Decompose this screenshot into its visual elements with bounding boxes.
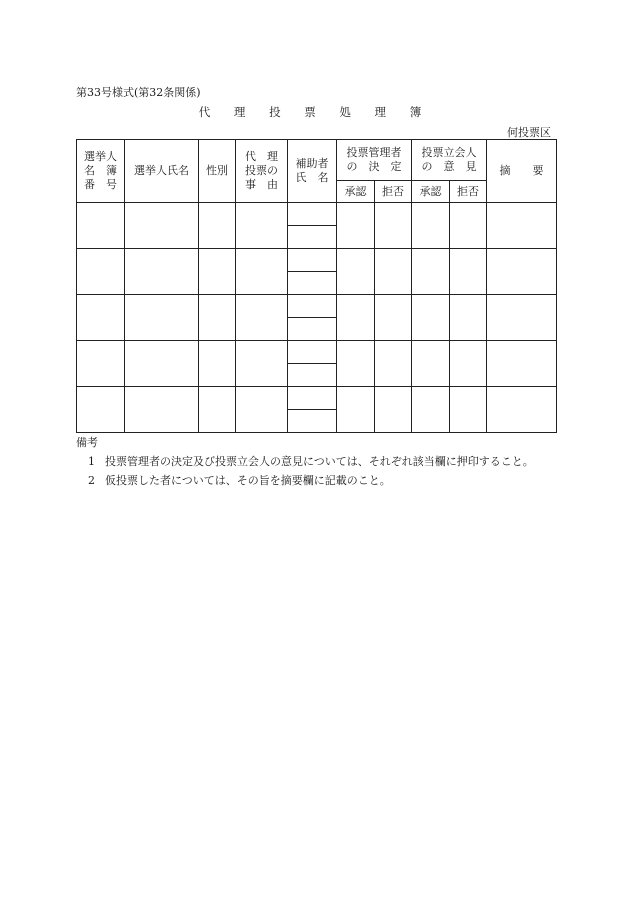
table-row [77, 249, 557, 295]
cell-remarks[interactable] [487, 341, 557, 387]
cell-remarks[interactable] [487, 203, 557, 249]
cell-manager-approve[interactable] [337, 387, 375, 433]
proxy-voting-ledger-table [76, 139, 557, 433]
cell-elector-number[interactable] [77, 341, 125, 387]
header-manager-refuse: 拒否 [375, 181, 412, 203]
cell-assistant-name[interactable] [288, 203, 337, 249]
cell-manager-refuse[interactable] [375, 249, 412, 295]
cell-remarks[interactable] [487, 295, 557, 341]
cell-elector-number[interactable] [77, 203, 125, 249]
cell-proxy-reason[interactable] [236, 341, 288, 387]
cell-sex[interactable] [199, 203, 236, 249]
assistant-name-slot[interactable] [288, 318, 336, 340]
header-assistant-name: 補助者 氏 名 [288, 140, 337, 203]
polling-district-label: 何投票区 [507, 126, 551, 139]
table-row [77, 341, 557, 387]
table-row [77, 203, 557, 249]
note-text: 仮投票した者については、その旨を摘要欄に記載のこと。 [105, 474, 391, 487]
header-remarks: 摘 要 [487, 140, 557, 203]
notes-heading: 備考 [76, 436, 98, 449]
assistant-name-slot[interactable] [288, 226, 336, 248]
cell-sex[interactable] [199, 249, 236, 295]
cell-remarks[interactable] [487, 249, 557, 295]
header-witness-opinion: 投票立会人 の 意 見 [412, 140, 487, 181]
cell-witness-approve[interactable] [412, 387, 450, 433]
assistant-name-slot[interactable] [288, 341, 336, 364]
cell-witness-refuse[interactable] [450, 249, 487, 295]
cell-witness-approve[interactable] [412, 249, 450, 295]
header-elector-register-number: 選挙人 名 簿 番 号 [77, 140, 125, 203]
cell-witness-approve[interactable] [412, 341, 450, 387]
assistant-name-slot[interactable] [288, 295, 336, 318]
cell-witness-refuse[interactable] [450, 341, 487, 387]
note-item [76, 452, 560, 471]
cell-sex[interactable] [199, 295, 236, 341]
header-manager-decision: 投票管理者 の 決 定 [337, 140, 412, 181]
cell-sex[interactable] [199, 387, 236, 433]
header-manager-approve: 承認 [337, 181, 375, 203]
cell-manager-refuse[interactable] [375, 387, 412, 433]
cell-proxy-reason[interactable] [236, 295, 288, 341]
cell-witness-approve[interactable] [412, 203, 450, 249]
assistant-name-slot[interactable] [288, 249, 336, 272]
assistant-name-slot[interactable] [288, 410, 336, 432]
cell-witness-approve[interactable] [412, 295, 450, 341]
note-text: 投票管理者の決定及び投票立会人の意見については、それぞれ該当欄に押印すること。 [105, 455, 534, 468]
cell-witness-refuse[interactable] [450, 387, 487, 433]
cell-proxy-reason[interactable] [236, 203, 288, 249]
notes-section [76, 433, 560, 490]
cell-proxy-reason[interactable] [236, 387, 288, 433]
cell-manager-refuse[interactable] [375, 341, 412, 387]
cell-sex[interactable] [199, 341, 236, 387]
cell-remarks[interactable] [487, 387, 557, 433]
form-number: 第33号様式(第32条関係) [76, 86, 201, 99]
note-number: 2 [88, 474, 95, 487]
assistant-name-slot[interactable] [288, 203, 336, 226]
cell-manager-approve[interactable] [337, 341, 375, 387]
cell-manager-refuse[interactable] [375, 203, 412, 249]
ledger-body [77, 203, 557, 433]
cell-witness-refuse[interactable] [450, 203, 487, 249]
cell-assistant-name[interactable] [288, 295, 337, 341]
cell-elector-name[interactable] [125, 295, 199, 341]
cell-elector-name[interactable] [125, 203, 199, 249]
cell-elector-name[interactable] [125, 341, 199, 387]
document-title: 代 理 投 票 処 理 簿 [198, 105, 432, 119]
assistant-name-slot[interactable] [288, 364, 336, 386]
cell-assistant-name[interactable] [288, 249, 337, 295]
cell-elector-number[interactable] [77, 295, 125, 341]
cell-manager-approve[interactable] [337, 295, 375, 341]
header-witness-refuse: 拒否 [450, 181, 487, 203]
table-row [77, 387, 557, 433]
cell-assistant-name[interactable] [288, 387, 337, 433]
assistant-name-slot[interactable] [288, 387, 336, 410]
cell-proxy-reason[interactable] [236, 249, 288, 295]
cell-manager-approve[interactable] [337, 249, 375, 295]
cell-manager-refuse[interactable] [375, 295, 412, 341]
cell-elector-name[interactable] [125, 387, 199, 433]
table-row [77, 295, 557, 341]
header-proxy-reason: 代 理 投票の 事 由 [236, 140, 288, 203]
assistant-name-slot[interactable] [288, 272, 336, 294]
header-elector-name: 選挙人氏名 [125, 140, 199, 203]
cell-manager-approve[interactable] [337, 203, 375, 249]
note-number: 1 [88, 455, 95, 468]
note-item [76, 471, 560, 490]
header-witness-approve: 承認 [412, 181, 450, 203]
cell-elector-name[interactable] [125, 249, 199, 295]
header-sex: 性別 [199, 140, 236, 203]
cell-assistant-name[interactable] [288, 341, 337, 387]
cell-witness-refuse[interactable] [450, 295, 487, 341]
cell-elector-number[interactable] [77, 249, 125, 295]
cell-elector-number[interactable] [77, 387, 125, 433]
